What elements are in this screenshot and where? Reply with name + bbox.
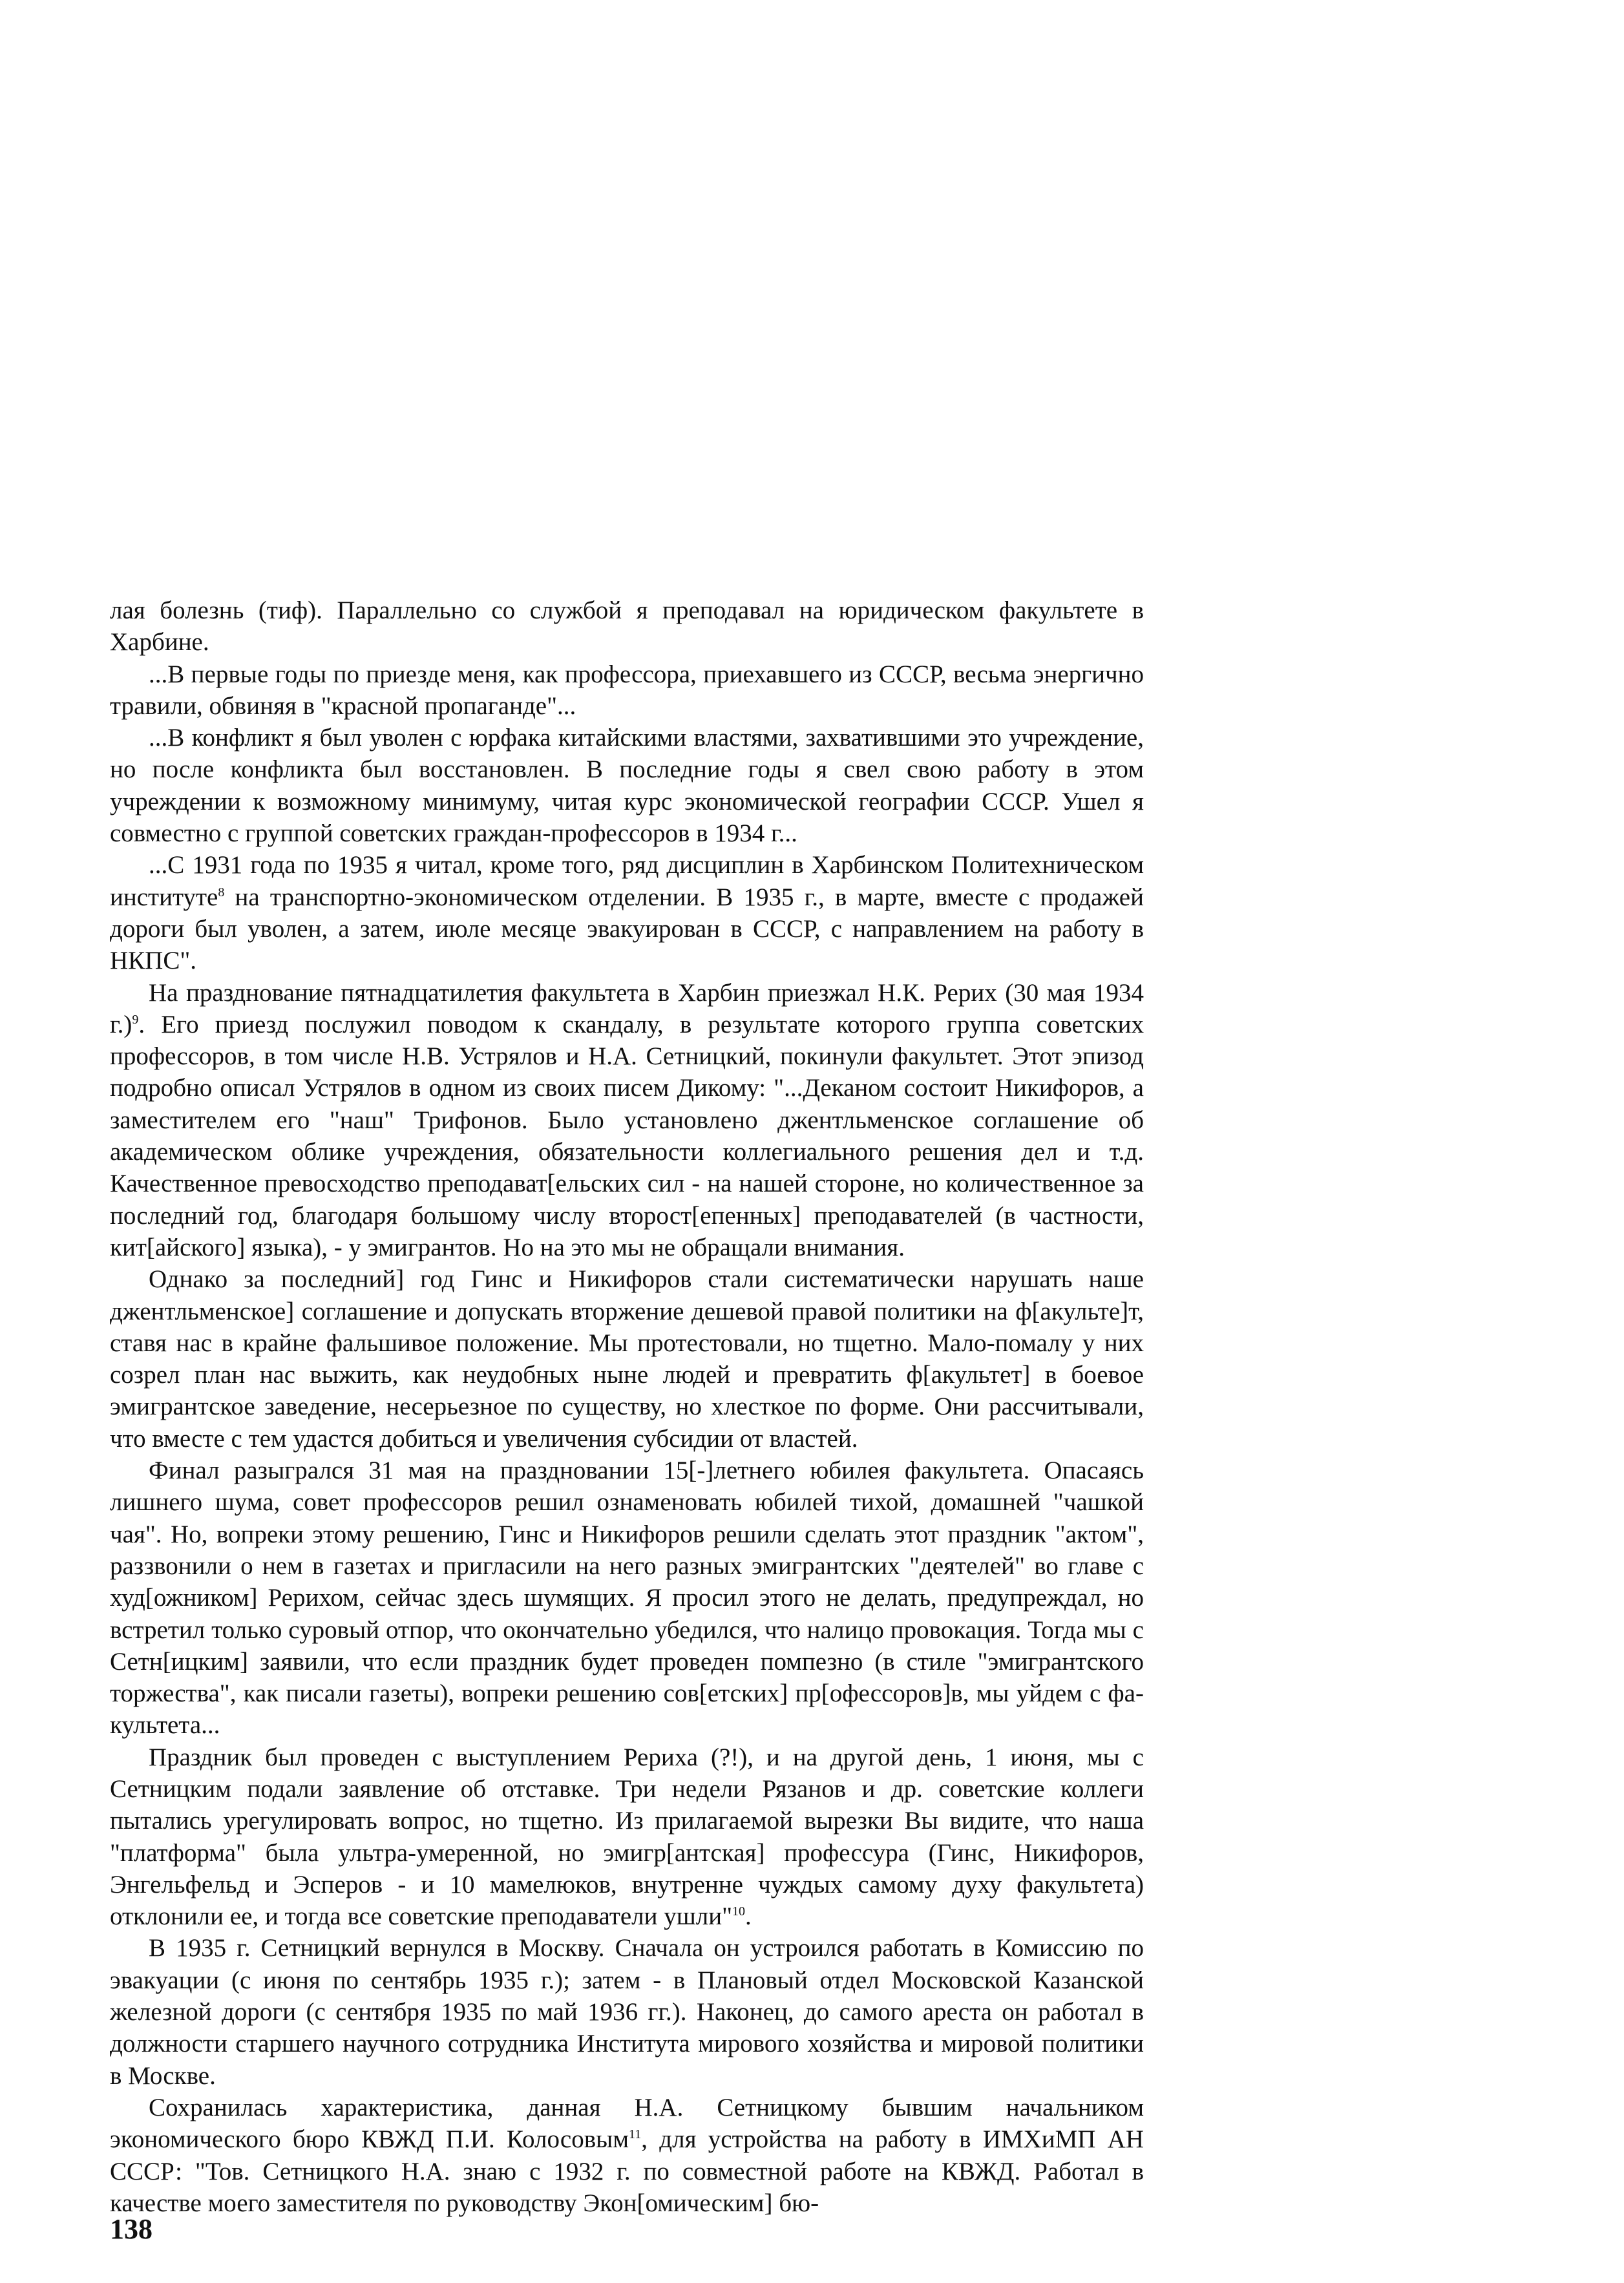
paragraph <box>110 1455 1144 1741</box>
page-number: 138 <box>110 2213 153 2245</box>
paragraph <box>110 2092 1144 2219</box>
paragraph-text: . Его приезд послужил поводом к скандалу, в результате которого группа советских профессоров, в том числе Н.В. Устрялов и Н.А. Сетницкий, покинули факультет. Этот эпизод подробно описал Устрялов в одном из своих писем Дикому: "...Деканом состоит Никифоров, а заместителем его "наш" Трифонов. Было установлено джентльменское соглашение об академическом облике учреждения, обязательности коллегиального решения дел и т.д. Качественное превосходство преподават[ельских сил - на нашей стороне, но количественное за последний год, благодаря большому числу второст[епенных] преподавателей (в частности, кит[айского] языка), - у эмигрантов. Но на это мы не обращали внимания. <box>110 1010 1144 1261</box>
paragraph <box>110 1741 1144 1933</box>
paragraph <box>110 849 1144 976</box>
paragraph <box>110 1263 1144 1455</box>
body-text <box>110 594 1144 2219</box>
paragraph <box>110 594 1144 658</box>
footnote-ref: 10 <box>732 1904 746 1919</box>
paragraph-text: на транспортно-экономическом отделении. В 1935 г., в марте, вместе с продажей дороги был уволен, а затем, июле месяце эвакуирован в СССР, с направлением на работу в НКПС". <box>110 883 1144 975</box>
footnote-ref: 8 <box>218 885 225 900</box>
paragraph-text: . <box>745 1902 752 1931</box>
paragraph-text: лая болезнь (тиф). Параллельно со службой я преподавал на юридическом факультете в Харбине. <box>110 596 1144 657</box>
paragraph-text: ...С 1931 года по 1935 я читал, кроме того, ряд дисциплин в Харбинском Политехническом институте <box>110 851 1144 911</box>
paragraph-text: , для устройства на работу в ИМХиМП АН СССР: "Тов. Сетницкого Н.А. знаю с 1932 г. по совместной работе на КВЖД. Работал в качестве моего заместителя по руководству Экон[омическим] бю- <box>110 2125 1144 2217</box>
paragraph-text: Финал разыгрался 31 мая на праздновании 15[-]летнего юбилея факультета. Опасаясь лишнего шума, совет профессоров решил ознаменовать юбилей тихой, домашней "чашкой чая". Но, вопреки этому решению, Гинс и Никифоров решили сделать этот праздник "актом", раззвонили о нем в газетах и пригласили на него разных эмигрантских "деятелей" во главе с худ[ожником] Рерихом, сейчас здесь шумящих. Я просил этого не делать, предупреждал, но встретил только суровый отпор, что окончательно убедился, что налицо провокация. Тогда мы с Сетн[ицким] заявили, что если праздник будет проведен помпезно (в стиле "эмигрантского торжества", как писали газеты), вопреки решению сов[етских] пр[офессоров]в, мы уйдем с факультета... <box>110 1457 1144 1740</box>
paragraph <box>110 1932 1144 2091</box>
paragraph-text: Праздник был проведен с выступлением Рериха (?!), и на другой день, 1 июня, мы с Сетницким подали заявление об отставке. Три недели Рязанов и др. советские коллеги пытались урегулировать вопрос, но тщетно. Из прилагаемой вырезки Вы видите, что наша "платформа" была ультра-умеренной, но эмигр[антская] профессура (Гинс, Никифоров, Энгельфельд и Эсперов - и 10 мамелюков, внутренне чуждых самому духу факультета) отклонили ее, и тогда все советские преподаватели ушли" <box>110 1743 1144 1931</box>
footnote-ref: 9 <box>132 1012 139 1027</box>
paragraph-text: В 1935 г. Сетницкий вернулся в Москву. Сначала он устроился работать в Комиссию по эвакуации (с июня по сентябрь 1935 г.); затем - в Плановый отдел Московской Казанской железной дороги (с сентября 1935 по май 1936 гг.). Наконец, до самого ареста он работал в должности старшего научного сотрудника Института мирового хозяйства и мировой политики в Москве. <box>110 1934 1144 2090</box>
paragraph <box>110 658 1144 722</box>
paragraph <box>110 977 1144 1264</box>
paragraph-text: На празднование пятнадцатилетия факультета в Харбин приезжал Н.К. Рерих (30 мая 1934 г.) <box>110 978 1144 1038</box>
paragraph-text: ...В конфликт я был уволен с юрфака китайскими властями, захватившими это учреждение, но после конфликта был восстановлен. В последние годы я свел свою работу в этом учреждении к возможному минимуму, читая курс экономической географии СССР. Ушел я совместно с группой советских граждан-профессоров в 1934 г... <box>110 724 1144 848</box>
paragraph-text: Однако за последний] год Гинс и Никифоров стали систематически нарушать наше джентльменское] соглашение и допускать вторжение дешевой правой политики на ф[акульте]т, ставя нас в крайне фальшивое положение. Мы протестовали, но тщетно. Мало-помалу у них созрел план нас выжить, как неудобных ныне людей и превратить ф[акультет] в боевое эмигрантское заведение, несерьезное по существу, но хлесткое по форме. Они рассчитывали, что вместе с тем удастся добиться и увеличения субсидии от властей. <box>110 1265 1144 1453</box>
footnote-ref: 11 <box>629 2127 642 2142</box>
paragraph <box>110 722 1144 849</box>
paragraph-text: ...В первые годы по приезде меня, как профессора, приехавшего из СССР, весьма энергично травили, обвиняя в "красной пропаганде"... <box>110 660 1144 720</box>
paragraph-text: Сохранилась характеристика, данная Н.А. Сетницкому бывшим начальником экономического бюро КВЖД П.И. Колосовым <box>110 2093 1144 2154</box>
